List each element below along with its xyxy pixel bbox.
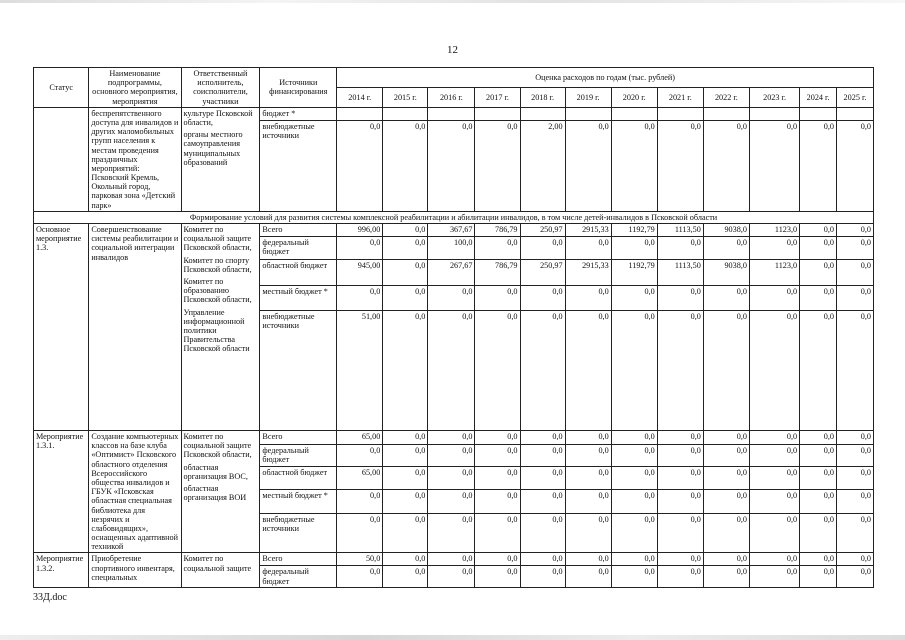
value-cell: 0,0: [565, 553, 611, 566]
value-cell: 0,0: [383, 553, 428, 566]
value-cell: 0,0: [800, 260, 837, 286]
value-cell: 0,0: [428, 286, 475, 311]
value-cell: 9038,0: [703, 260, 749, 286]
source-cell: областной бюджет: [260, 260, 337, 286]
value-cell: 0,0: [749, 286, 799, 311]
value-cell: 0,0: [565, 311, 611, 431]
source-cell: местный бюджет *: [260, 490, 337, 514]
value-cell: 0,0: [800, 445, 837, 467]
value-cell: 0,0: [475, 311, 520, 431]
value-cell: 0,0: [703, 490, 749, 514]
value-cell: 2915,33: [565, 260, 611, 286]
value-cell: 0,0: [475, 120, 520, 211]
value-cell: 250,97: [520, 260, 565, 286]
value-cell: 1192,79: [611, 224, 657, 237]
value-cell: 100,0: [428, 237, 475, 260]
value-cell: 0,0: [749, 237, 799, 260]
value-cell: 1113,50: [657, 260, 703, 286]
value-cell: 0,0: [749, 490, 799, 514]
value-cell: 945,00: [337, 260, 383, 286]
value-cell: 0,0: [611, 566, 657, 587]
value-cell: 0,0: [565, 120, 611, 211]
col-executor-header: Ответственный исполнитель, соисполнители, участники: [181, 68, 260, 108]
table-body: [34, 107, 874, 587]
value-cell: 0,0: [428, 311, 475, 431]
value-cell: 65,00: [337, 431, 383, 445]
section-title: Формирование условий для развития системы комплексной реабилитации и абилитации инвалидов, в том числе детей-инвалидов в Псковской области: [34, 211, 874, 223]
value-cell: 0,0: [383, 445, 428, 467]
value-cell: 0,0: [611, 445, 657, 467]
executor-entry: культуре Псковской области,: [183, 108, 253, 127]
value-cell: 50,0: [337, 553, 383, 566]
status-cell: [34, 107, 89, 211]
value-cell: [520, 107, 565, 120]
value-cell: 0,0: [611, 467, 657, 490]
value-cell: 250,97: [520, 224, 565, 237]
value-cell: 0,0: [337, 286, 383, 311]
value-cell: 0,0: [520, 237, 565, 260]
value-cell: 0,0: [657, 311, 703, 431]
executor-entry: областная организация ВОИ: [183, 483, 247, 503]
value-cell: [475, 107, 520, 120]
value-cell: 0,0: [837, 467, 874, 490]
value-cell: 0,0: [520, 431, 565, 445]
page-number: 12: [447, 44, 458, 56]
value-cell: 0,0: [428, 120, 475, 211]
value-cell: 0,0: [337, 490, 383, 514]
value-cell: 0,0: [383, 120, 428, 211]
value-cell: 0,0: [475, 553, 520, 566]
value-cell: 0,0: [565, 445, 611, 467]
value-cell: 0,0: [749, 467, 799, 490]
value-cell: 0,0: [565, 514, 611, 553]
status-cell: Мероприятие 1.3.2.: [34, 553, 89, 587]
value-cell: 0,0: [800, 286, 837, 311]
executor-cell: [181, 224, 260, 431]
source-cell: местный бюджет *: [260, 286, 337, 311]
value-cell: 0,0: [428, 514, 475, 553]
name-cell: Совершенствование системы реабилитации и социальной интеграции инвалидов: [89, 224, 181, 431]
value-cell: 0,0: [703, 566, 749, 587]
table-row: [34, 107, 874, 120]
value-cell: 0,0: [337, 514, 383, 553]
value-cell: [337, 107, 383, 120]
value-cell: 0,0: [657, 445, 703, 467]
value-cell: 0,0: [428, 467, 475, 490]
value-cell: 0,0: [383, 224, 428, 237]
value-cell: 0,0: [749, 553, 799, 566]
value-cell: 0,0: [428, 553, 475, 566]
value-cell: 0,0: [520, 445, 565, 467]
source-cell: бюджет *: [260, 107, 337, 120]
value-cell: 1123,0: [749, 260, 799, 286]
value-cell: 0,0: [475, 490, 520, 514]
value-cell: 0,0: [475, 467, 520, 490]
value-cell: 0,0: [837, 311, 874, 431]
value-cell: 0,0: [475, 431, 520, 445]
executor-cell: [181, 107, 260, 211]
value-cell: 0,0: [611, 553, 657, 566]
value-cell: 0,0: [428, 431, 475, 445]
value-cell: 0,0: [337, 237, 383, 260]
scan-edge-bottom: [0, 635, 905, 640]
year-header: 2023 г.: [749, 87, 799, 107]
value-cell: [428, 107, 475, 120]
value-cell: 0,0: [657, 514, 703, 553]
value-cell: 0,0: [565, 237, 611, 260]
value-cell: 0,0: [657, 237, 703, 260]
value-cell: 996,00: [337, 224, 383, 237]
value-cell: 0,0: [837, 566, 874, 587]
value-cell: 0,0: [383, 514, 428, 553]
year-header: 2014 г.: [337, 87, 383, 107]
source-cell: федеральный бюджет: [260, 445, 337, 467]
value-cell: 0,0: [611, 514, 657, 553]
value-cell: 51,00: [337, 311, 383, 431]
value-cell: 0,0: [475, 286, 520, 311]
value-cell: 65,00: [337, 467, 383, 490]
value-cell: 0,0: [383, 431, 428, 445]
value-cell: 0,0: [520, 566, 565, 587]
value-cell: 0,0: [837, 224, 874, 237]
value-cell: [657, 107, 703, 120]
source-cell: областной бюджет: [260, 467, 337, 490]
value-cell: 0,0: [565, 490, 611, 514]
value-cell: 2915,33: [565, 224, 611, 237]
year-header: 2018 г.: [520, 87, 565, 107]
value-cell: 0,0: [383, 490, 428, 514]
value-cell: 0,0: [800, 237, 837, 260]
value-cell: 0,0: [800, 311, 837, 431]
value-cell: 0,0: [800, 553, 837, 566]
value-cell: 0,0: [383, 260, 428, 286]
value-cell: 0,0: [475, 445, 520, 467]
value-cell: 0,0: [837, 553, 874, 566]
value-cell: 0,0: [800, 514, 837, 553]
year-header: 2024 г.: [800, 87, 837, 107]
value-cell: 0,0: [837, 514, 874, 553]
value-cell: 0,0: [565, 566, 611, 587]
year-header: 2016 г.: [428, 87, 475, 107]
value-cell: 0,0: [837, 490, 874, 514]
value-cell: 0,0: [837, 120, 874, 211]
value-cell: 0,0: [657, 431, 703, 445]
name-cell: Создание компьютерных классов на базе клуба «Оптимист» Псковского областного отделения Всероссийского общества инвалидов и ГБУК «Псковская областная специальная библиотека для незрячих и слабовидящих», оснащенных адаптивной техникой: [89, 431, 181, 553]
value-cell: 0,0: [703, 553, 749, 566]
source-cell: Всего: [260, 224, 337, 237]
table-row: [34, 553, 874, 566]
col-status-header: Статус: [34, 68, 89, 108]
value-cell: 0,0: [749, 445, 799, 467]
value-cell: 0,0: [337, 445, 383, 467]
value-cell: 0,0: [337, 566, 383, 587]
source-cell: внебюджетные источники: [260, 120, 337, 211]
value-cell: 0,0: [475, 237, 520, 260]
value-cell: 0,0: [657, 286, 703, 311]
value-cell: 0,0: [611, 490, 657, 514]
header-row-1: [34, 68, 874, 88]
value-cell: 0,0: [611, 237, 657, 260]
value-cell: 0,0: [703, 286, 749, 311]
value-cell: 0,0: [611, 311, 657, 431]
value-cell: 0,0: [565, 467, 611, 490]
value-cell: 0,0: [837, 431, 874, 445]
year-header: 2025 г.: [837, 87, 874, 107]
value-cell: 0,0: [703, 514, 749, 553]
name-cell: Приобретение спортивного инвентаря, специальных: [89, 553, 181, 587]
footer-filename: 33Д.doc: [33, 592, 67, 603]
value-cell: 0,0: [428, 566, 475, 587]
value-cell: 786,79: [475, 260, 520, 286]
value-cell: 0,0: [520, 311, 565, 431]
value-cell: 0,0: [428, 445, 475, 467]
value-cell: [800, 107, 837, 120]
value-cell: 0,0: [703, 431, 749, 445]
value-cell: 0,0: [800, 431, 837, 445]
executor-cell: [181, 431, 260, 553]
value-cell: 0,0: [383, 237, 428, 260]
value-cell: 0,0: [800, 467, 837, 490]
value-cell: 0,0: [749, 431, 799, 445]
value-cell: 1123,0: [749, 224, 799, 237]
value-cell: 0,0: [657, 566, 703, 587]
value-cell: 0,0: [837, 237, 874, 260]
value-cell: [383, 107, 428, 120]
table-row: [34, 224, 874, 237]
value-cell: 2,00: [520, 120, 565, 211]
value-cell: 0,0: [383, 311, 428, 431]
value-cell: 786,79: [475, 224, 520, 237]
expenditure-table: [33, 67, 874, 588]
value-cell: 1113,50: [657, 224, 703, 237]
value-cell: 0,0: [749, 514, 799, 553]
year-header: 2021 г.: [657, 87, 703, 107]
year-header: 2022 г.: [703, 87, 749, 107]
value-cell: 267,67: [428, 260, 475, 286]
value-cell: 0,0: [749, 120, 799, 211]
executor-entry: Комитет по социальной защите: [183, 554, 252, 573]
value-cell: 0,0: [520, 286, 565, 311]
executor-cell: [181, 553, 260, 587]
value-cell: 0,0: [837, 445, 874, 467]
value-cell: 0,0: [520, 514, 565, 553]
value-cell: 0,0: [800, 566, 837, 587]
value-cell: 0,0: [611, 431, 657, 445]
value-cell: 0,0: [657, 490, 703, 514]
executor-entry: Комитет по социальной защите Псковской области,: [183, 225, 252, 253]
value-cell: 0,0: [475, 514, 520, 553]
value-cell: 0,0: [383, 566, 428, 587]
source-cell: федеральный бюджет: [260, 566, 337, 587]
executor-entry: Комитет по образованию Псковской области,: [183, 276, 252, 305]
value-cell: 1192,79: [611, 260, 657, 286]
value-cell: 0,0: [837, 260, 874, 286]
value-cell: 0,0: [383, 286, 428, 311]
value-cell: 0,0: [520, 553, 565, 566]
scan-edge-top: [0, 0, 905, 3]
source-cell: Всего: [260, 431, 337, 445]
status-cell: Основное мероприятие 1.3.: [34, 224, 89, 431]
value-cell: [703, 107, 749, 120]
value-cell: 9038,0: [703, 224, 749, 237]
status-cell: Мероприятие 1.3.1.: [34, 431, 89, 553]
value-cell: 0,0: [337, 120, 383, 211]
executor-entry: Управление информационной политики Правительства Псковской области: [183, 307, 250, 354]
value-cell: [749, 107, 799, 120]
value-cell: 0,0: [520, 490, 565, 514]
year-header: 2020 г.: [611, 87, 657, 107]
value-cell: 0,0: [703, 467, 749, 490]
executor-entry: областная организация ВОС,: [183, 462, 248, 481]
year-header: 2019 г.: [565, 87, 611, 107]
executor-entry: органы местного самоуправления муниципальных образований: [183, 130, 243, 167]
source-cell: Всего: [260, 553, 337, 566]
value-cell: 0,0: [800, 120, 837, 211]
col-name-header: Наименование подпрограммы, основного мероприятия, мероприятия: [89, 68, 181, 108]
value-cell: 367,67: [428, 224, 475, 237]
estimate-header: Оценка расходов по годам (тыс. рублей): [337, 68, 874, 88]
value-cell: 0,0: [657, 467, 703, 490]
value-cell: 0,0: [565, 431, 611, 445]
value-cell: 0,0: [703, 445, 749, 467]
value-cell: 0,0: [800, 490, 837, 514]
table-row: [34, 431, 874, 445]
source-cell: внебюджетные источники: [260, 514, 337, 553]
value-cell: 0,0: [800, 224, 837, 237]
source-cell: федеральный бюджет: [260, 237, 337, 260]
year-header: 2015 г.: [383, 87, 428, 107]
value-cell: 0,0: [703, 311, 749, 431]
value-cell: 0,0: [703, 120, 749, 211]
value-cell: [837, 107, 874, 120]
value-cell: [611, 107, 657, 120]
section-row: [34, 211, 874, 223]
value-cell: 0,0: [657, 553, 703, 566]
col-sources-header: Источники финансирования: [260, 68, 337, 108]
value-cell: 0,0: [611, 120, 657, 211]
value-cell: 0,0: [837, 286, 874, 311]
value-cell: 0,0: [428, 490, 475, 514]
source-cell: внебюджетные источники: [260, 311, 337, 431]
executor-entry: Комитет по спорту Псковской области,: [183, 255, 252, 274]
value-cell: 0,0: [383, 467, 428, 490]
executor-entry: Комитет по социальной защите Псковской области,: [183, 432, 252, 460]
value-cell: 0,0: [611, 286, 657, 311]
value-cell: 0,0: [657, 120, 703, 211]
value-cell: 0,0: [520, 467, 565, 490]
value-cell: 0,0: [565, 286, 611, 311]
name-cell: беспрепятственного доступа для инвалидов и других маломобильных групп населения к местам проведения праздничных мероприятий: Псковский Кремль, Окольный город, парковая зона «Детский парк»: [89, 107, 181, 211]
year-header: 2017 г.: [475, 87, 520, 107]
value-cell: 0,0: [749, 311, 799, 431]
value-cell: 0,0: [703, 237, 749, 260]
value-cell: [565, 107, 611, 120]
value-cell: 0,0: [475, 566, 520, 587]
value-cell: 0,0: [749, 566, 799, 587]
